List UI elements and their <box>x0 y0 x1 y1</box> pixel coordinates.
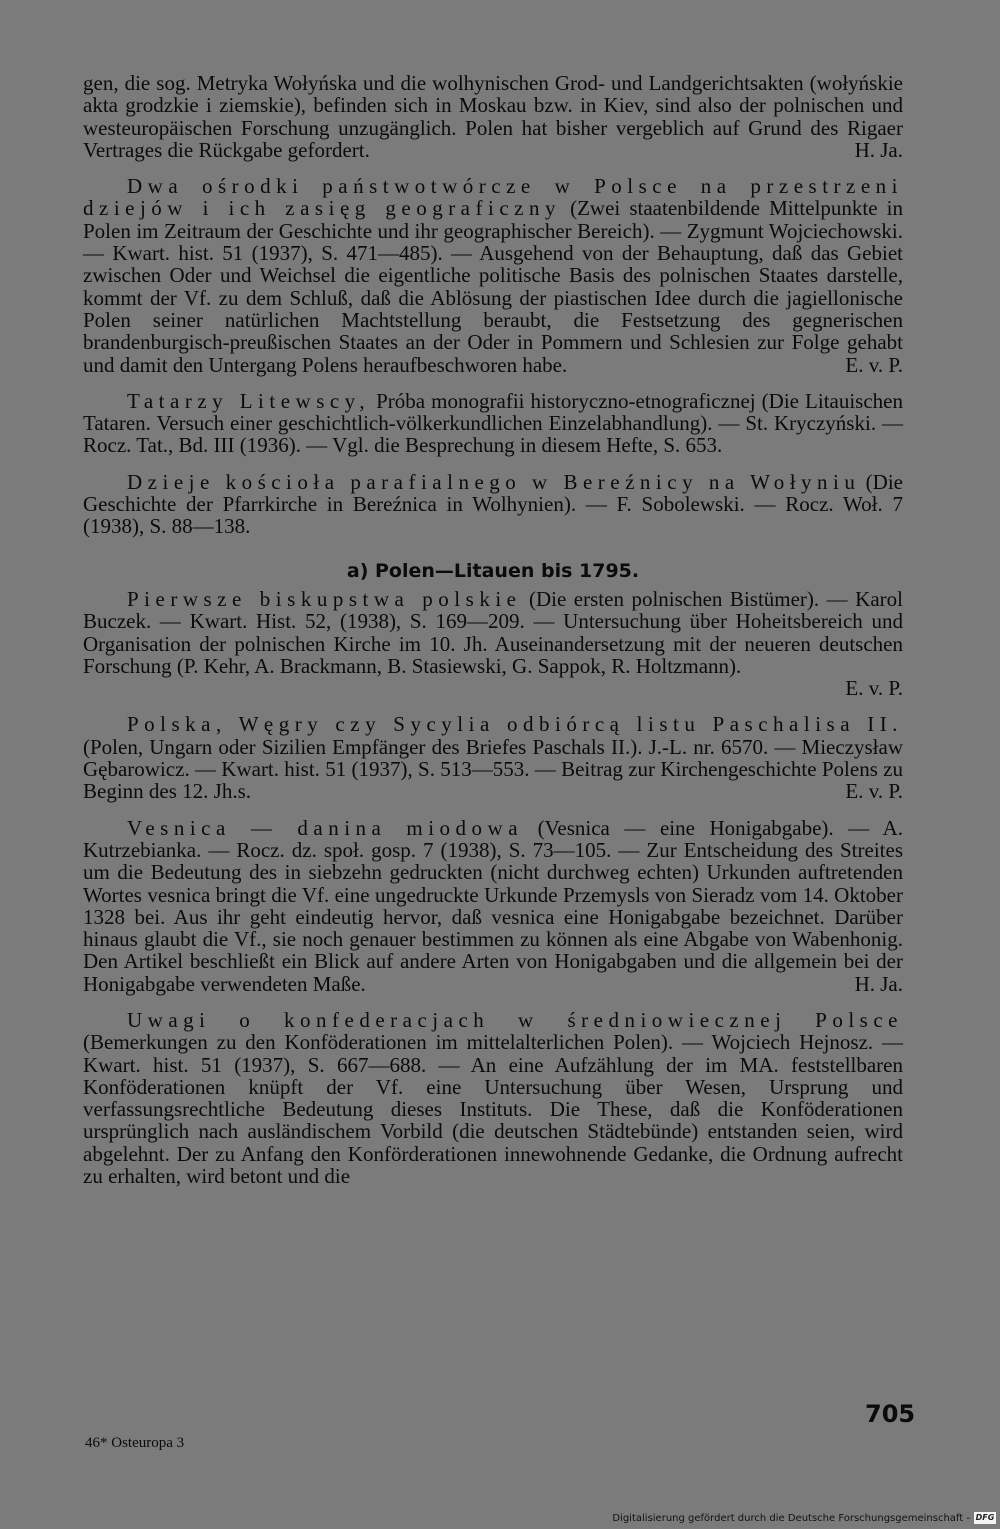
entry-text: (Zwei staatenbildende Mittelpunkte in Polen im Zeitraum der Geschichte und ihr geographischer Bereich). — Zygmunt Wojciechowski. — Kwart. hist. 51 (1937), S. 471—485). — Ausgehend von der Behauptung, daß das Gebiet zwischen Oder und Weichsel die eigentliche politische Basis des polnischen Staates darstelle, kommt der Vf. zu dem Schluß, daß die Ablösung der piastischen Idee durch die jagiellonische Polen seiner natürlichen Machtstellung beraubt, die Festsetzung des gegnerischen brandenburgisch-preußischen Staates an der Oder in Pommern und Schlesien zur Folge gehabt und damit den Untergang Polens heraufbeschworen habe. <box>83 196 903 377</box>
author-signature: H. Ja. <box>854 137 903 162</box>
list-item <box>83 588 903 677</box>
entry-text: Próba monografii historyczno-etnograficznej (Die Litauischen Tataren. Versuch einer geschichtlich-völkerkundlichen Einzelabhandlung). — St. Kryczyński. — Rocz. Tat., Bd. III (1936). — Vgl. die Besprechung in diesem Hefte, S. 653. <box>83 388 903 458</box>
entry-title: Pierwsze biskupstwa polskie <box>127 586 522 611</box>
list-item <box>83 1009 903 1187</box>
entry-title: Polska, Węgry czy Sycylia odbiórcą listu Paschalisa II. <box>127 712 903 737</box>
entry-title: Vesnica — danina miodowa <box>127 815 524 840</box>
text-column <box>83 72 903 1187</box>
entry-title: Dzieje kościoła parafialnego w Bereźnicy na Wołyniu <box>127 469 861 494</box>
list-item <box>83 471 903 538</box>
author-signature: E. v. P. <box>845 352 903 377</box>
section-heading: a) Polen—Litauen bis 1795. <box>346 559 640 582</box>
printer-signature-mark: 46* Osteuropa 3 <box>85 1435 185 1451</box>
entry-text: (Vesnica — eine Honigabgabe). — A. Kutrzebianka. — Rocz. dz. społ. gosp. 7 (1938), S. 73—105. — Zur Entscheidung des Streites um die Bedeutung des in siebzehn gedruckten (nicht durchweg echten) Urkunden auftretenden Wortes vesnica bringt die Vf. eine ungedruckte Urkunde Przemysls von Sieradz vom 14. Oktober 1328 bei. Aus ihr geht eindeutig hervor, daß vesnica eine Honigabgabe bezeichnet. Darüber hinaus glaubt die Vf., sie noch genauer bestimmen zu können als eine Abgabe von Wabenhonig. Den Artikel beschließt ein Blick auf andere Arten von Honigabgaben und die allgemein bei der Honigabgabe verwendeten Maße. <box>83 815 903 996</box>
entry-title: Uwagi o konfederacjach w średniowiecznej Polsce <box>127 1007 903 1032</box>
dfg-logo-icon: DFG <box>975 1513 995 1522</box>
digitization-footer <box>0 1505 1000 1529</box>
author-signature: E. v. P. <box>845 779 903 804</box>
list-item <box>83 390 903 457</box>
page-number: 705 <box>865 1400 916 1428</box>
entry-title: Tatarzy Litewscy, <box>127 388 371 413</box>
footer-credit-text: Digitalisierung gefördert durch die Deutsche Forschungsgemeinschaft - <box>612 1513 970 1524</box>
entry-text: gen, die sog. Metryka Wołyńska und die wolhynischen Grod- und Landgerichtsakten (wołyńskie akta grodzkie i ziemskie), befinden sich in Moskau bzw. in Kiev, sind also der polnischen und westeuropäischen Forschung unzugänglich. Polen hat bisher vergeblich auf Grund des Rigaer Vertrages die Rückgabe gefordert. <box>83 71 903 162</box>
author-signature: E. v. P. <box>845 676 903 701</box>
list-item <box>83 72 903 161</box>
entry-text: (Polen, Ungarn oder Sizilien Empfänger des Briefes Paschals II.). J.-L. nr. 6570. — Mieczysław Gębarowicz. — Kwart. hist. 51 (1937), S. 513—553. — Beitrag zur Kirchengeschichte Polens zu Beginn des 12. Jh.s. <box>83 734 903 804</box>
author-signature: H. Ja. <box>854 971 903 996</box>
list-item <box>83 817 903 995</box>
entry-text: (Die Geschichte der Pfarrkirche in Bereźnica in Wolhynien). — F. Sobolewski. — Rocz. Woł. 7 (1938), S. 88—138. <box>83 469 903 539</box>
entry-text: (Bemerkungen zu den Konföderationen im mittelalterlichen Polen). — Wojciech Hejnosz. — Kwart. hist. 51 (1937), S. 667—688. — An eine Aufzählung der im MA. feststellbaren Konföderationen knüpft der Vf. eine Untersuchung über Wesen, Ursprung und verfassungsrechtliche Bedeutung dieses Instituts. Die These, daß die Konföderationen ursprünglich nach ausländischem Vorbild (die deutschen Städtebünde) entstanden seien, wird abgelehnt. Der zu Anfang den Konförderationen innewohnende Gedanke, die Ordnung aufrecht zu erhalten, wird betont und die <box>83 1030 903 1189</box>
list-item <box>83 713 903 802</box>
list-item <box>83 175 903 376</box>
entry-text: (Die ersten polnischen Bistümer). — Karol Buczek. — Kwart. Hist. 52, (1938), S. 169—209. — Untersuchung über Hoheitsbereich und Organisation der polnischen Kirche im 10. Jh. Auseinandersetzung mit der neueren deutschen Forschung (P. Kehr, A. Brackmann, B. Stasiewski, G. Sappok, R. Holtzmann). <box>83 586 903 678</box>
entry-title: Dwa ośrodki państwotwórcze w Polsce na przestrzeni dziejów i ich zasięg geograficzny <box>83 174 903 221</box>
